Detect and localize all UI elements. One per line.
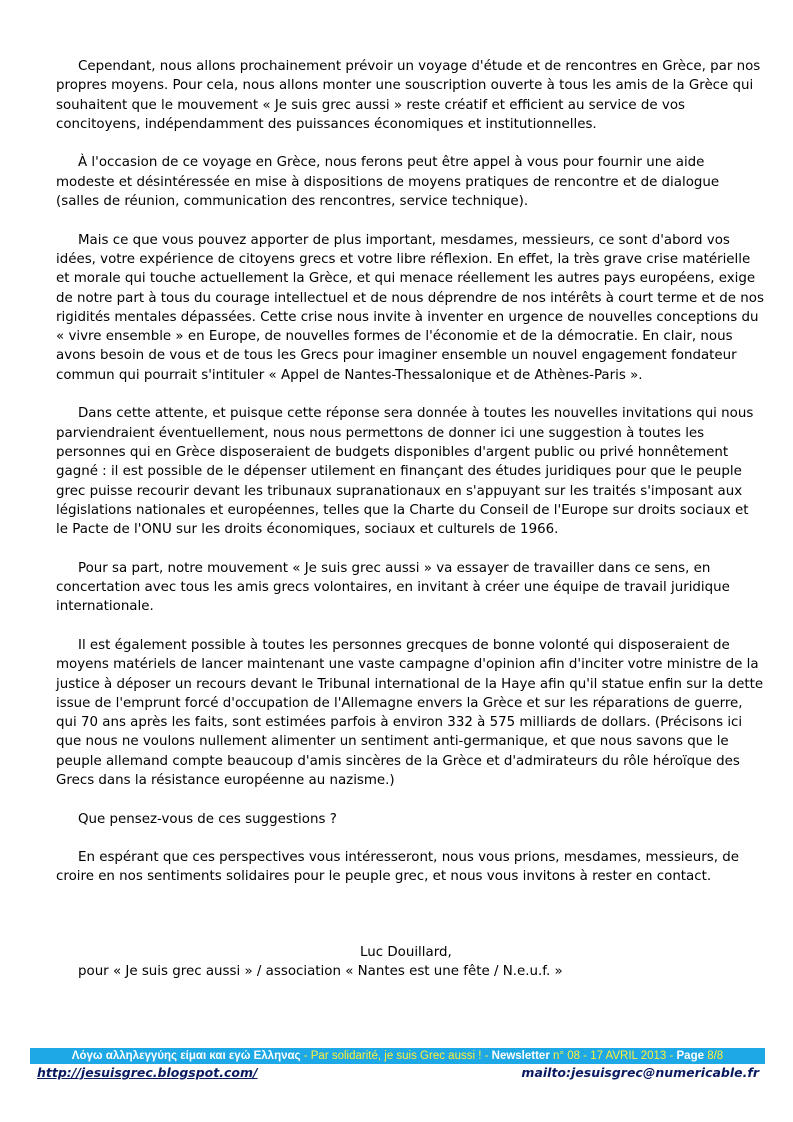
footer-newsletter: Newsletter xyxy=(491,1050,550,1062)
signature-line: pour « Je suis grec aussi » / association « Nantes est une fête / N.e.u.f. » xyxy=(78,964,563,979)
footer-links xyxy=(37,1065,759,1080)
paragraph: Cependant, nous allons prochainement prévoir un voyage d'étude et de rencontres en Grèce, par nos propres moyens. Pour cela, nous allons monter une souscription ouverte à tous les amis de la Grèce qui souhaitent que le mouvement « Je suis grec aussi » reste créatif et efficient au service de vos concitoyens, indépendamment des puissances économiques et institutionnelles. xyxy=(56,59,761,132)
paragraph: Pour sa part, notre mouvement « Je suis grec aussi » va essayer de travailler dans ce sens, en concertation avec tous les amis grecs volontaires, en invitant à créer une équipe de travail juridique internationale. xyxy=(56,560,730,615)
footer-banner xyxy=(30,1048,765,1064)
footer-page-number: 8/8 xyxy=(704,1050,724,1062)
letter-body xyxy=(56,57,764,906)
email-link[interactable]: mailto:jesuisgrec@numericable.fr xyxy=(521,1065,759,1080)
footer-issue: n° 08 - 17 AVRIL 2013 - xyxy=(549,1050,677,1062)
footer-page-label: Page xyxy=(676,1050,705,1062)
blog-link[interactable]: http://jesuisgrec.blogspot.com/ xyxy=(37,1065,258,1080)
paragraph: Que pensez-vous de ces suggestions ? xyxy=(78,811,337,827)
paragraph: En espérant que ces perspectives vous intéresseront, nous vous prions, mesdames, messieurs, de croire en nos sentiments solidaires pour le peuple grec, et nous vous invitons à rester en contact. xyxy=(56,850,739,885)
paragraph: À l'occasion de ce voyage en Grèce, nous ferons peut être appel à vous pour fournir une aide modeste et désintéressée en mise à dispositions de moyens pratiques de rencontre et de dialogue (salles de réunion, communication des rencontres, service technique). xyxy=(56,155,720,210)
paragraph: Dans cette attente, et puisque cette réponse sera donnée à toutes les nouvelles invitations qui nous parviendraient éventuellement, nous nous permettons de donner ici une suggestion à toutes les personnes qui en Grèce disposeraient de budgets disponibles d'argent public ou privé honnêtement gagné : il est possible de le dépenser utilement en finançant des études juridiques pour que le peuple grec puisse recourir devant les tribunaux supranationaux en s'appuyant sur les traités s'imposant aux législations nationales et européennes, telles que la Charte du Conseil de l'Europe sur droits sociaux et le Pacte de l'ONU sur les droits économiques, sociaux et culturels de 1966. xyxy=(56,406,754,538)
footer-subtitle: - Par solidarité, je suis Grec aussi ! - xyxy=(300,1050,492,1062)
paragraph: Mais ce que vous pouvez apporter de plus important, mesdames, messieurs, ce sont d'abord vos idées, votre expérience de citoyens grecs et votre libre réflexion. En effet, la très grave crise matérielle et morale qui touche actuellement la Grèce, et qui menace réellement les autres pays européens, exige de notre part à tous du courage intellectuel et de nous déprendre de nos intérêts à court terme et de nos rigidités mentales dépassées. Cette crise nous invite à inventer en urgence de nouvelles conceptions du « vivre ensemble » en Europe, de nouvelles formes de l'économie et de la démocratie. En clair, nous avons besoin de vous et de tous les Grecs pour imaginer ensemble un nouvel engagement fondateur commun qui pourrait s'intituler « Appel de Nantes-Thessalonique et de Athènes-Paris ». xyxy=(56,232,764,383)
footer-greek: Λόγω αλληλεγγύης είμαι και εγώ Ελληνας xyxy=(71,1050,301,1062)
paragraph: Il est également possible à toutes les personnes grecques de bonne volonté qui disposeraient de moyens matériels de lancer maintenant une vaste campagne d'opinion afin d'inciter votre ministre de la justice à déposer un recours devant le Tribunal international de la Haye afin qu'il statue enfin sur la dette issue de l'emprunt forcé d'occupation de l'Allemagne envers la Grèce et sur les réparations de guerre, qui 70 ans après les faits, sont estimées parfois à environ 332 à 575 milliards de dollars. (Précisons ici que nous ne voulons nullement alimenter un sentiment anti-germanique, et que nous savons que le peuple allemand compte beaucoup d'amis sincères de la Grèce et d'admirateurs du rôle héroïque des Grecs dans la résistance européenne au nazisme.) xyxy=(56,637,764,788)
signature-name: Luc Douillard, xyxy=(360,945,452,960)
